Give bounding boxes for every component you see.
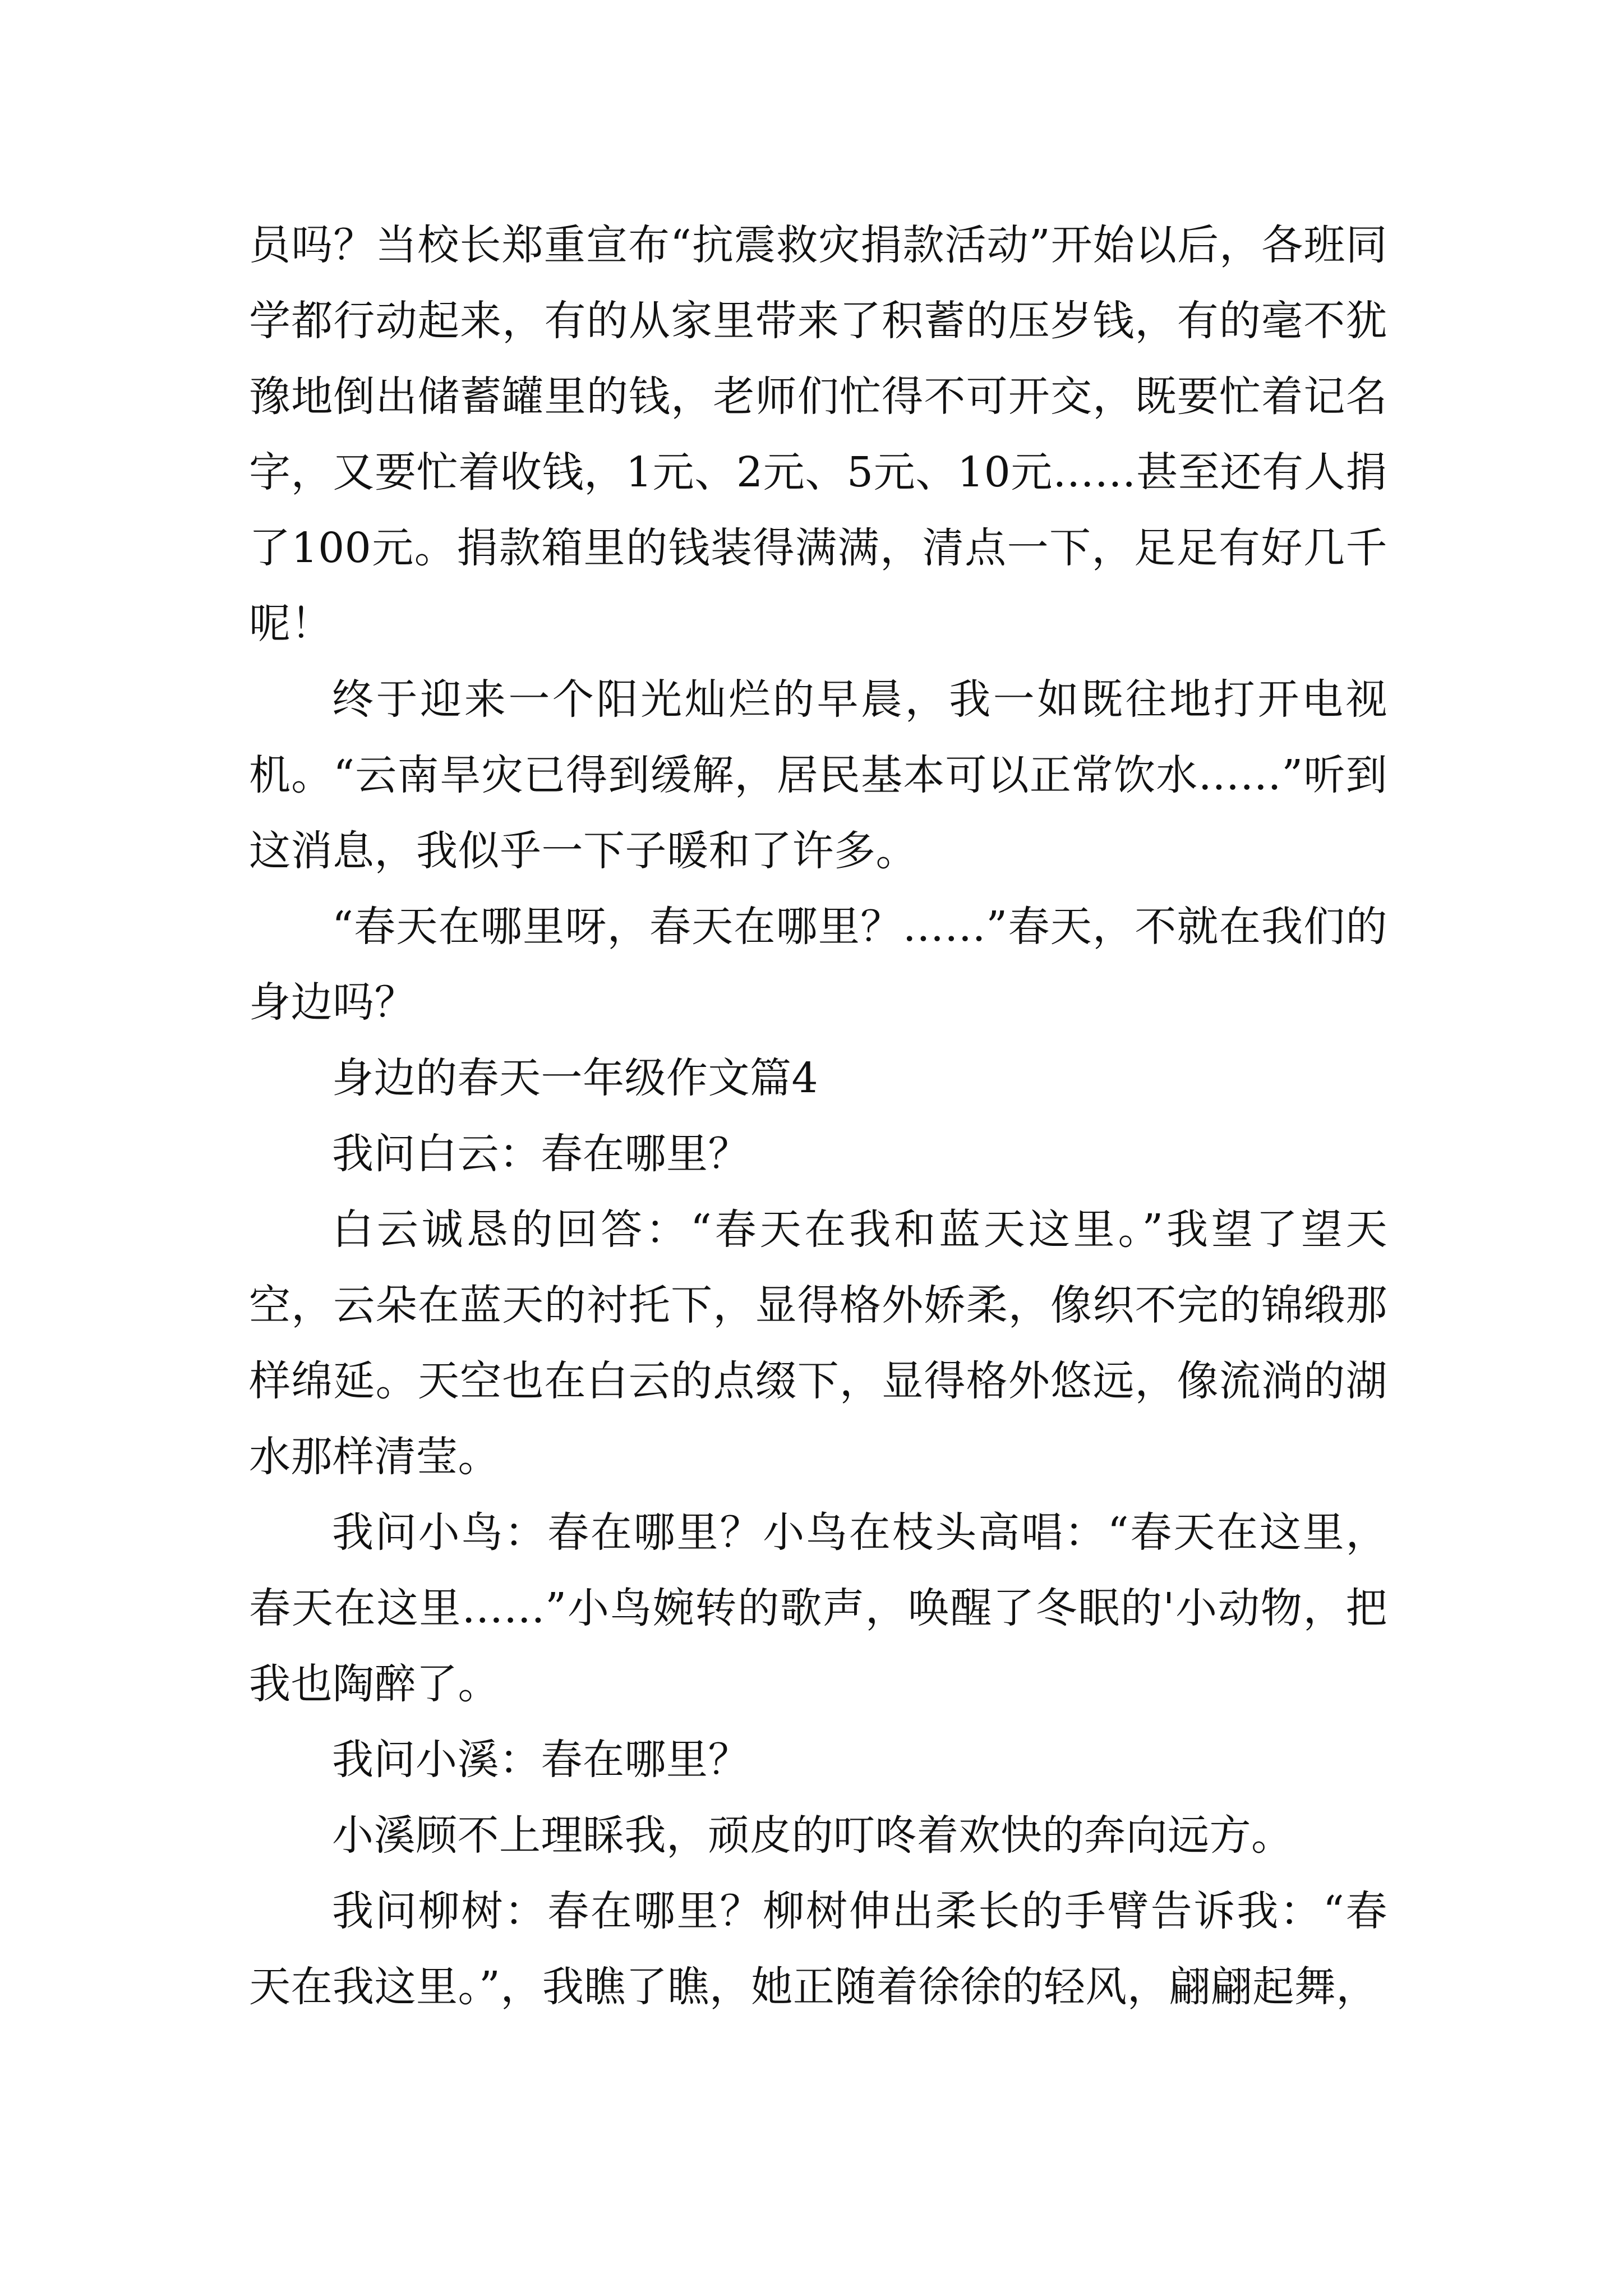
paragraph: 小溪顾不上理睬我，顽皮的叮咚着欢快的奔向远方。 — [332, 1811, 1293, 1860]
paragraph: 我问小鸟：春在哪里？小鸟在枝头高唱：“春天在这里，春天在这里……”小鸟婉转的歌声，唤醒了冬眠的'小动物，把我也陶醉了。 — [249, 1508, 1387, 1708]
paragraph: “春天在哪里呀，春天在哪里？……”春天，不就在我们的身边吗？ — [249, 903, 1387, 1027]
paragraph: 我问小溪：春在哪里？ — [332, 1736, 750, 1784]
paragraph: 我问白云：春在哪里？ — [332, 1130, 750, 1178]
section-heading: 身边的春天一年级作文篇4 — [332, 1054, 819, 1102]
paragraph: 我问柳树：春在哪里？柳树伸出柔长的手臂告诉我：“春天在我这里。”，我瞧了瞧，她正随着徐徐的轻风，翩翩起舞， — [249, 1887, 1387, 2011]
paragraph: 员吗？当校长郑重宣布“抗震救灾捐款活动”开始以后，各班同学都行动起来，有的从家里带来了积蓄的压岁钱，有的毫不犹豫地倒出储蓄罐里的钱，老师们忙得不可开交，既要忙着记名字，又要忙着收钱，1元、2元、5元、10元……甚至还有人捐了100元。捐款箱里的钱装得满满，清点一下，足足有好几千呢！ — [249, 221, 1387, 648]
paragraph: 白云诚恳的回答：“春天在我和蓝天这里。”我望了望天空，云朵在蓝天的衬托下，显得格外娇柔，像织不完的锦缎那样绵延。天空也在白云的点缀下，显得格外悠远，像流淌的湖水那样清莹。 — [249, 1205, 1387, 1481]
paragraph: 终于迎来一个阳光灿烂的早晨，我一如既往地打开电视机。“云南旱灾已得到缓解，居民基本可以正常饮水……”听到这消息，我似乎一下子暖和了许多。 — [249, 675, 1387, 875]
body-text — [249, 208, 1387, 2025]
